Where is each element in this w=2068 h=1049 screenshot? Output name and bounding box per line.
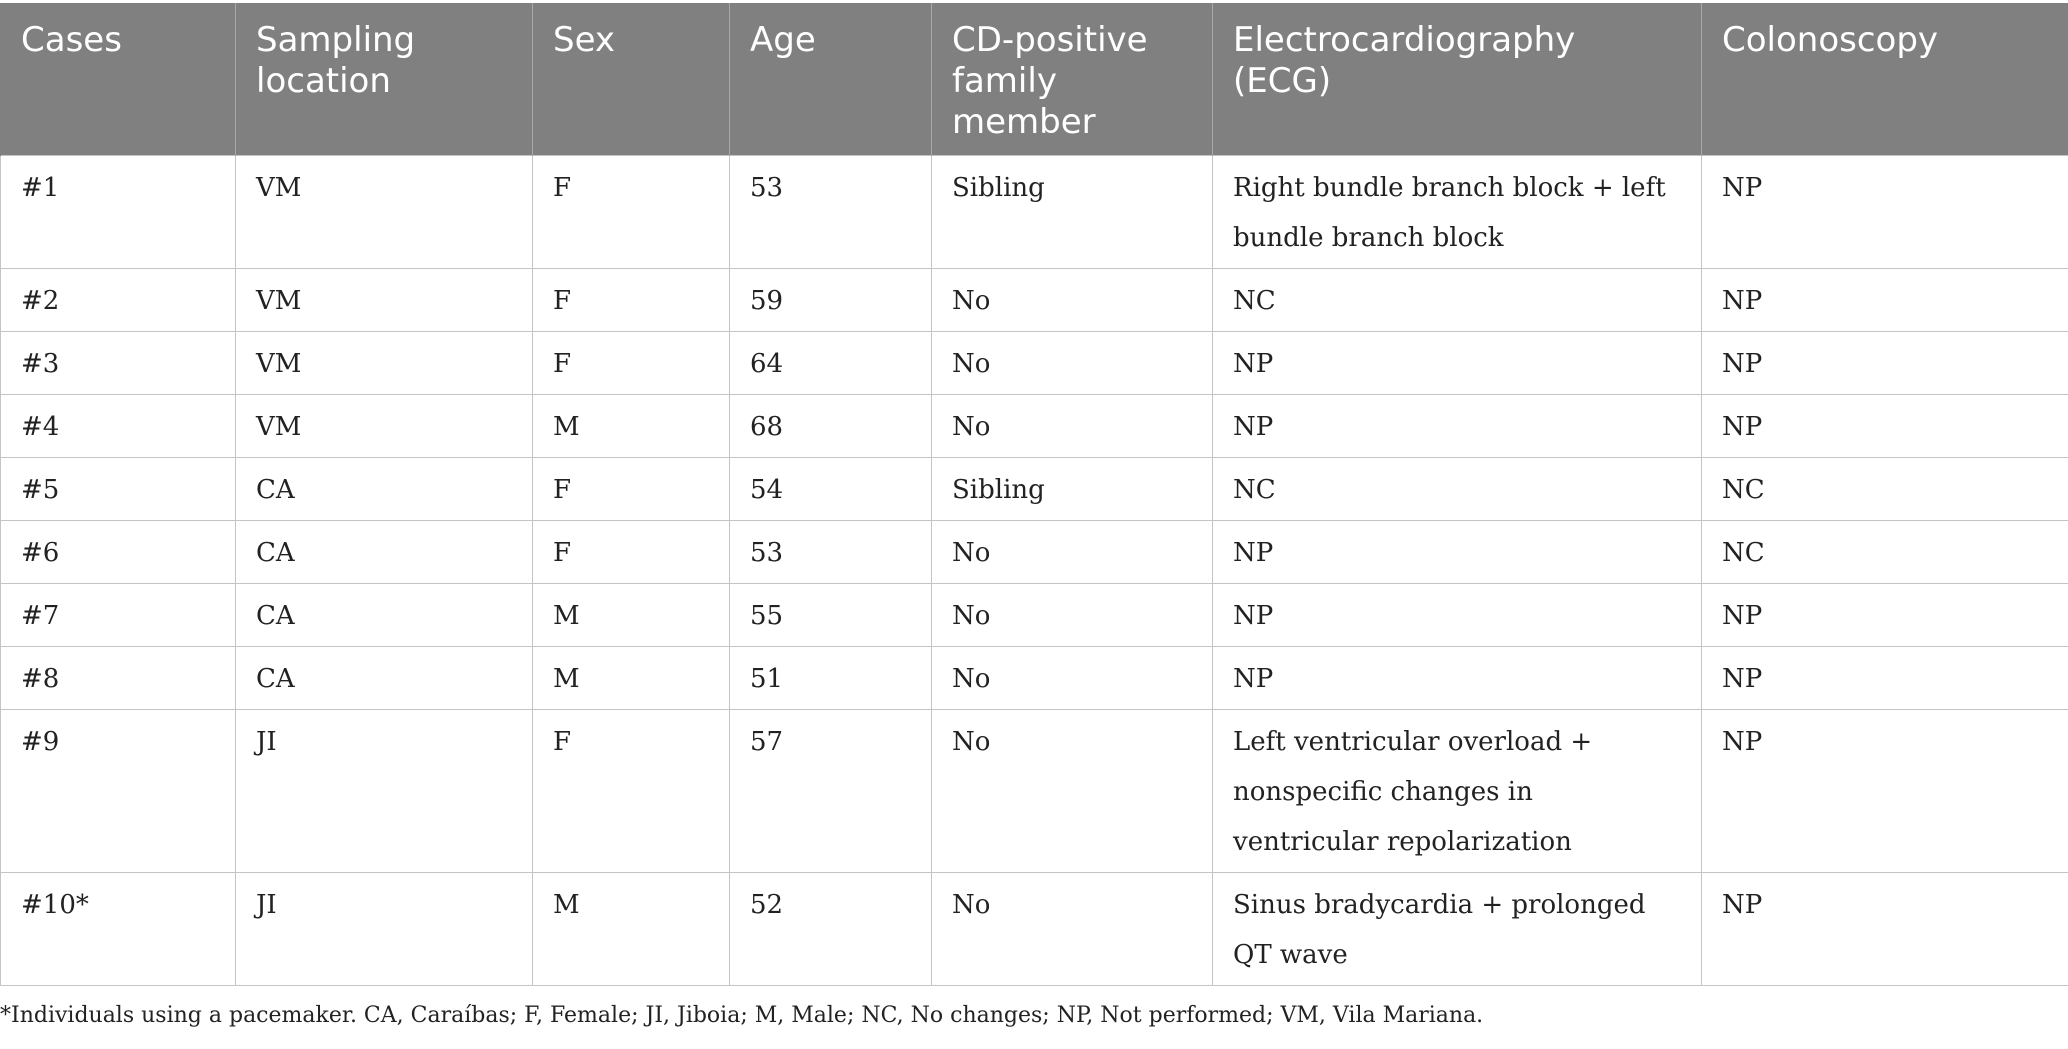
cell-case-id: #7 bbox=[1, 584, 236, 647]
table-row bbox=[1, 873, 2068, 986]
cell-colonoscopy: NP bbox=[1702, 710, 2068, 873]
cell-sampling-location: CA bbox=[236, 458, 533, 521]
cell-family-member: No bbox=[932, 710, 1213, 873]
data-table-container bbox=[0, 3, 2068, 986]
cell-sex: F bbox=[533, 332, 730, 395]
cell-age: 64 bbox=[730, 332, 932, 395]
header-cases: Cases bbox=[1, 3, 236, 156]
cell-sampling-location: VM bbox=[236, 332, 533, 395]
cell-ecg: NC bbox=[1213, 269, 1702, 332]
cell-case-id: #2 bbox=[1, 269, 236, 332]
cell-age: 52 bbox=[730, 873, 932, 986]
cell-case-id: #9 bbox=[1, 710, 236, 873]
cell-colonoscopy: NP bbox=[1702, 584, 2068, 647]
cell-sex: F bbox=[533, 458, 730, 521]
cell-age: 51 bbox=[730, 647, 932, 710]
cell-colonoscopy: NP bbox=[1702, 873, 2068, 986]
table-row bbox=[1, 332, 2068, 395]
header-ecg: Electrocardiography (ECG) bbox=[1213, 3, 1702, 156]
cell-ecg: Sinus bradycardia + prolonged QT wave bbox=[1213, 873, 1702, 986]
cell-case-id: #3 bbox=[1, 332, 236, 395]
header-age: Age bbox=[730, 3, 932, 156]
cell-sampling-location: JI bbox=[236, 873, 533, 986]
cell-colonoscopy: NP bbox=[1702, 647, 2068, 710]
cell-age: 54 bbox=[730, 458, 932, 521]
header-sex: Sex bbox=[533, 3, 730, 156]
cell-sex: M bbox=[533, 873, 730, 986]
cell-sex: M bbox=[533, 584, 730, 647]
cell-family-member: No bbox=[932, 521, 1213, 584]
cell-sampling-location: CA bbox=[236, 647, 533, 710]
cell-age: 59 bbox=[730, 269, 932, 332]
cell-sex: M bbox=[533, 395, 730, 458]
cell-sex: F bbox=[533, 156, 730, 269]
cell-family-member: No bbox=[932, 584, 1213, 647]
cell-age: 53 bbox=[730, 521, 932, 584]
cell-colonoscopy: NC bbox=[1702, 458, 2068, 521]
table-header-row bbox=[1, 3, 2068, 156]
cell-family-member: Sibling bbox=[932, 156, 1213, 269]
cell-sampling-location: JI bbox=[236, 710, 533, 873]
cell-sex: F bbox=[533, 521, 730, 584]
header-colonoscopy: Colonoscopy bbox=[1702, 3, 2068, 156]
cell-family-member: No bbox=[932, 332, 1213, 395]
table-row bbox=[1, 584, 2068, 647]
cell-family-member: Sibling bbox=[932, 458, 1213, 521]
cases-table bbox=[0, 3, 2068, 986]
cell-case-id: #1 bbox=[1, 156, 236, 269]
cell-family-member: No bbox=[932, 873, 1213, 986]
cell-sex: F bbox=[533, 269, 730, 332]
cell-colonoscopy: NP bbox=[1702, 156, 2068, 269]
table-row bbox=[1, 458, 2068, 521]
cell-ecg: NP bbox=[1213, 584, 1702, 647]
cell-age: 53 bbox=[730, 156, 932, 269]
cell-family-member: No bbox=[932, 269, 1213, 332]
table-row bbox=[1, 395, 2068, 458]
cell-case-id: #10* bbox=[1, 873, 236, 986]
cell-age: 55 bbox=[730, 584, 932, 647]
cell-ecg: NP bbox=[1213, 395, 1702, 458]
cell-ecg: NC bbox=[1213, 458, 1702, 521]
table-row bbox=[1, 156, 2068, 269]
cell-ecg: NP bbox=[1213, 332, 1702, 395]
cell-sampling-location: VM bbox=[236, 269, 533, 332]
cell-family-member: No bbox=[932, 647, 1213, 710]
cell-ecg: Right bundle branch block + left bundle branch block bbox=[1213, 156, 1702, 269]
cell-colonoscopy: NP bbox=[1702, 332, 2068, 395]
cell-sex: M bbox=[533, 647, 730, 710]
cell-colonoscopy: NC bbox=[1702, 521, 2068, 584]
cell-age: 68 bbox=[730, 395, 932, 458]
cell-ecg: NP bbox=[1213, 647, 1702, 710]
table-row bbox=[1, 710, 2068, 873]
table-row bbox=[1, 269, 2068, 332]
cell-sampling-location: VM bbox=[236, 395, 533, 458]
cell-age: 57 bbox=[730, 710, 932, 873]
cell-sampling-location: CA bbox=[236, 521, 533, 584]
table-row bbox=[1, 647, 2068, 710]
table-body bbox=[1, 156, 2068, 986]
cell-sampling-location: CA bbox=[236, 584, 533, 647]
cell-sex: F bbox=[533, 710, 730, 873]
header-sampling-location: Sampling location bbox=[236, 3, 533, 156]
table-row bbox=[1, 521, 2068, 584]
header-family-member: CD-positive family member bbox=[932, 3, 1213, 156]
cell-case-id: #5 bbox=[1, 458, 236, 521]
table-footnote: *Individuals using a pacemaker. CA, Caraíbas; F, Female; JI, Jiboia; M, Male; NC, No changes; NP, Not performed; VM, Vila Mariana. bbox=[0, 1003, 1484, 1028]
cell-sampling-location: VM bbox=[236, 156, 533, 269]
cell-family-member: No bbox=[932, 395, 1213, 458]
cell-ecg: NP bbox=[1213, 521, 1702, 584]
cell-case-id: #4 bbox=[1, 395, 236, 458]
cell-colonoscopy: NP bbox=[1702, 269, 2068, 332]
cell-case-id: #6 bbox=[1, 521, 236, 584]
cell-colonoscopy: NP bbox=[1702, 395, 2068, 458]
cell-case-id: #8 bbox=[1, 647, 236, 710]
cell-ecg: Left ventricular overload + nonspecific changes in ventricular repolarization bbox=[1213, 710, 1702, 873]
